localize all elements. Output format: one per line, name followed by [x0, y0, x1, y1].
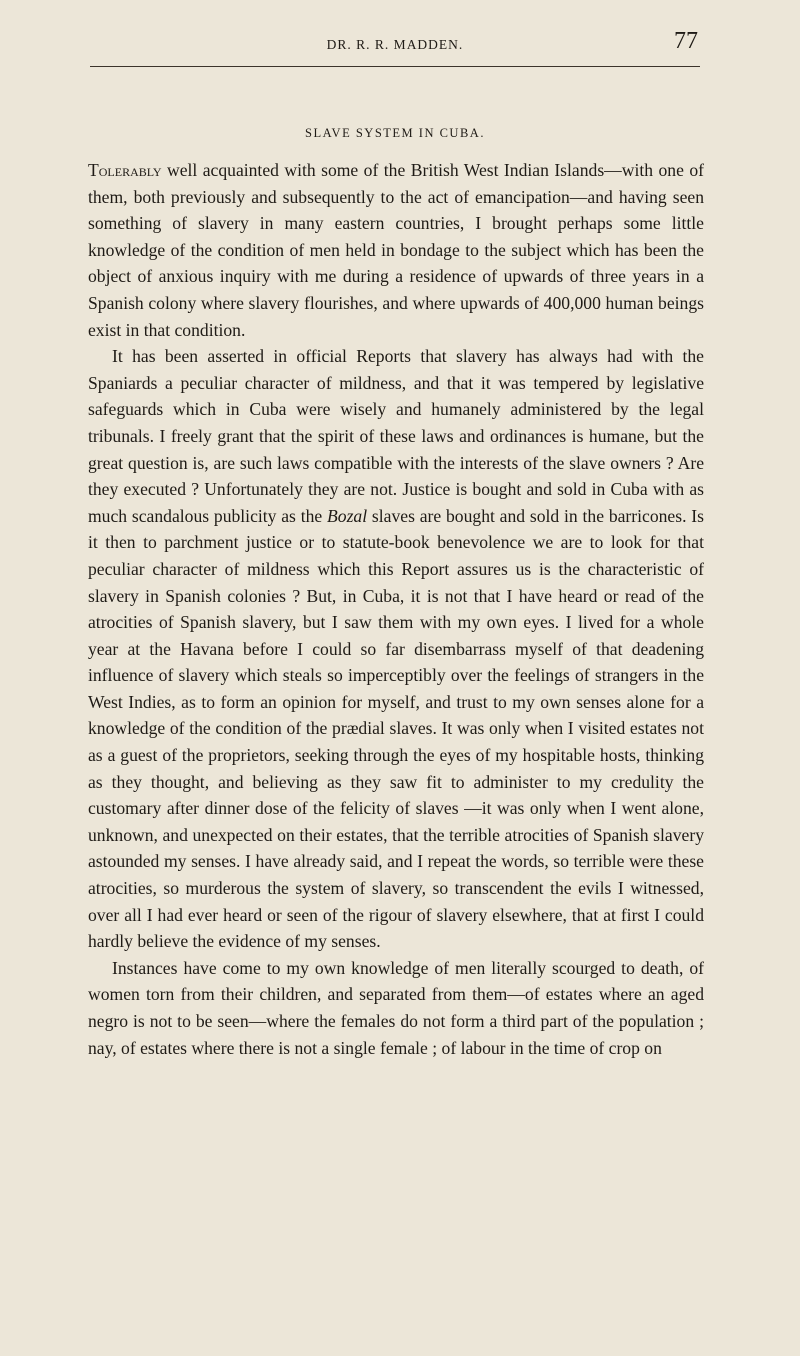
paragraph-1-text: well acquainted with some of the British West Indian Islands—with one of them, both previously and subsequently to the act of emancipation—and having seen something of slavery in many eastern countries, I brought perhaps some little knowledge of the condition of men held in bondage to the subject which has been the object of anxious inquiry with me during a residence of upwards of three years in a Spanish colony where slavery flourishes, and where upwards of 400,000 human beings exist in that condition.	[88, 160, 704, 340]
header-rule	[90, 66, 700, 67]
paragraph-2-text-b: slaves are bought and sold in the barricones. Is it then to parchment justice or to statute-book benevolence we are to look for that peculiar character of mildness which this Report assures us is the characteristic of slavery in Spanish colonies ? But, in Cuba, it is not that I have heard or read of the atrocities of Spanish slavery, but I saw them with my own eyes. I lived for a whole year at the Havana before I could so far disembarrass myself of that deadening influence of slavery which steals so imperceptibly over the feelings of strangers in the West Indies, as to form an opinion for myself, and trust to my own senses alone for a knowledge of the condition of the prædial slaves. It was only when I visited estates not as a guest of the proprietors, seeking through the eyes of my hospitable hosts, thinking as they thought, and believing as they saw fit to administer to my credulity the customary after dinner dose of the felicity of slaves —it was only when I went alone, unknown, and unexpected on their estates, that the terrible atrocities of Spanish slavery astounded my senses. I have already said, and I repeat the words, so terrible were these atrocities, so murderous the system of slavery, so transcendent the evils I witnessed, over all I had ever heard or seen of the rigour of slavery elsewhere, that at first I could hardly believe the evidence of my senses.	[88, 505, 705, 952]
running-head	[90, 28, 700, 98]
italic-word: Bozal	[327, 505, 368, 526]
lead-word: Tolerably	[88, 160, 162, 180]
paragraph-2-text-a: It has been asserted in official Reports that slavery has always had with the Spaniards a peculiar character of mildness, and that it was tempered by legislative safeguards which in Cuba were wisely and humanely administered by the legal tribunals. I freely grant that the spirit of these laws and ordinances is humane, but the great question is, are such laws compatible with the interests of the slave owners ? Are they executed ? Unfortunately they are not. Justice is bought and sold in Cuba with as much scandalous publicity as the	[88, 346, 704, 526]
paragraph-3-text: Instances have come to my own knowledge of men literally scourged to death, of women torn from their children, and separated from them—of estates where an aged negro is not to be seen—where the females do not form a third part of the population ; nay, of estates where there is not a single female ; of labour in the time of crop on	[88, 957, 704, 1058]
page-number: 77	[674, 28, 698, 54]
paragraph-1	[88, 157, 704, 343]
paragraph-3	[88, 955, 704, 1061]
section-title: SLAVE SYSTEM IN CUBA.	[305, 126, 485, 140]
running-head-title: DR. R. R. MADDEN.	[326, 37, 464, 52]
paragraph-2	[88, 343, 704, 955]
body-text	[88, 157, 704, 1061]
